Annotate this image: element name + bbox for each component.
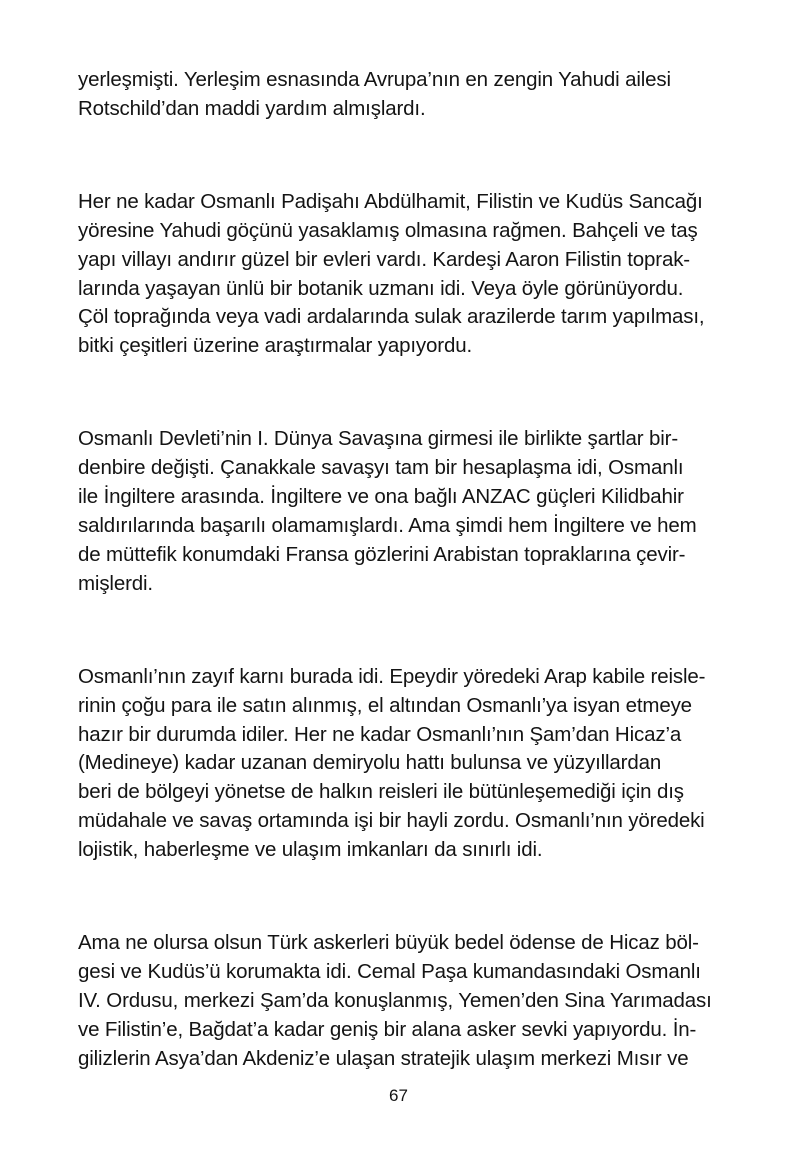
text-line: gilizlerin Asya’dan Akdeniz’e ulaşan stratejik ulaşım merkezi Mısır ve (78, 1046, 689, 1070)
text-line: ve Filistin’e, Bağdat’a kadar geniş bir alana asker sevki yapıyordu. İn- (78, 1017, 697, 1041)
text-line: müdahale ve savaş ortamında işi bir hayli zordu. Osmanlı’nın yöredeki (78, 809, 705, 833)
text-line: de müttefik konumdaki Fransa gözlerini Arabistan topraklarına çevir- (78, 542, 686, 566)
text-line: Çöl toprağında veya vadi ardalarında sulak arazilerde tarım yapılması, (78, 305, 705, 329)
text-line: (Medineye) kadar uzanan demiryolu hattı bulunsa ve yüzyıllardan (78, 751, 662, 775)
text-line: yöresine Yahudi göçünü yasaklamış olmasına rağmen. Bahçeli ve taş (78, 218, 698, 242)
text-line: yapı villayı andırır güzel bir evleri vardı. Kardeşi Aaron Filistin toprak- (78, 247, 690, 271)
text-line: ile İngiltere arasında. İngiltere ve ona bağlı ANZAC güçleri Kilidbahir (78, 485, 684, 509)
text-line: mişlerdi. (78, 571, 153, 595)
text-line: saldırılarında başarılı olamamışlardı. Ama şimdi hem İngiltere ve hem (78, 513, 697, 537)
text-line: Osmanlı Devleti’nin I. Dünya Savaşına girmesi ile birlikte şartlar bir- (78, 427, 679, 451)
text-line: larında yaşayan ünlü bir botanik uzmanı idi. Veya öyle görünüyordu. (78, 276, 684, 300)
paragraph (78, 663, 737, 865)
text-line: beri de bölgeyi yönetse de halkın reisleri ile bütünleşemediği için dış (78, 780, 684, 804)
paragraph (78, 188, 737, 361)
text-line: Her ne kadar Osmanlı Padişahı Abdülhamit, Filistin ve Kudüs Sancağı (78, 189, 703, 213)
text-line: yerleşmişti. Yerleşim esnasında Avrupa’nın en zengin Yahudi ailesi (78, 68, 671, 91)
text-line: Rotschild’dan maddi yardım almışlardı. (78, 96, 426, 120)
paragraph (78, 425, 737, 598)
page-number: 67 (389, 1086, 408, 1105)
text-line: bitki çeşitleri üzerine araştırmalar yapıyordu. (78, 334, 472, 358)
text-line: Osmanlı’nın zayıf karnı burada idi. Epeydir yöredeki Arap kabile reisle- (78, 664, 706, 688)
text-line: rinin çoğu para ile satın alınmış, el altından Osmanlı’ya isyan etmeye (78, 693, 692, 717)
text-line: gesi ve Kudüs’ü korumakta idi. Cemal Paşa kumandasındaki Osmanlı (78, 959, 701, 983)
page-body (78, 66, 737, 1138)
text-line: Ama ne olursa olsun Türk askerleri büyük bedel ödense de Hicaz böl- (78, 931, 699, 955)
text-line: denbire değişti. Çanakkale savaşyı tam bir hesaplaşma idi, Osmanlı (78, 456, 684, 480)
text-line: IV. Ordusu, merkezi Şam’da konuşlanmış, Yemen’den Sina Yarımadası (78, 988, 712, 1012)
text-line: hazır bir durumda idiler. Her ne kadar Osmanlı’nın Şam’dan Hicaz’a (78, 722, 682, 746)
paragraph (78, 66, 737, 124)
paragraph (78, 929, 737, 1074)
text-line: lojistik, haberleşme ve ulaşım imkanları da sınırlı idi. (78, 838, 543, 862)
